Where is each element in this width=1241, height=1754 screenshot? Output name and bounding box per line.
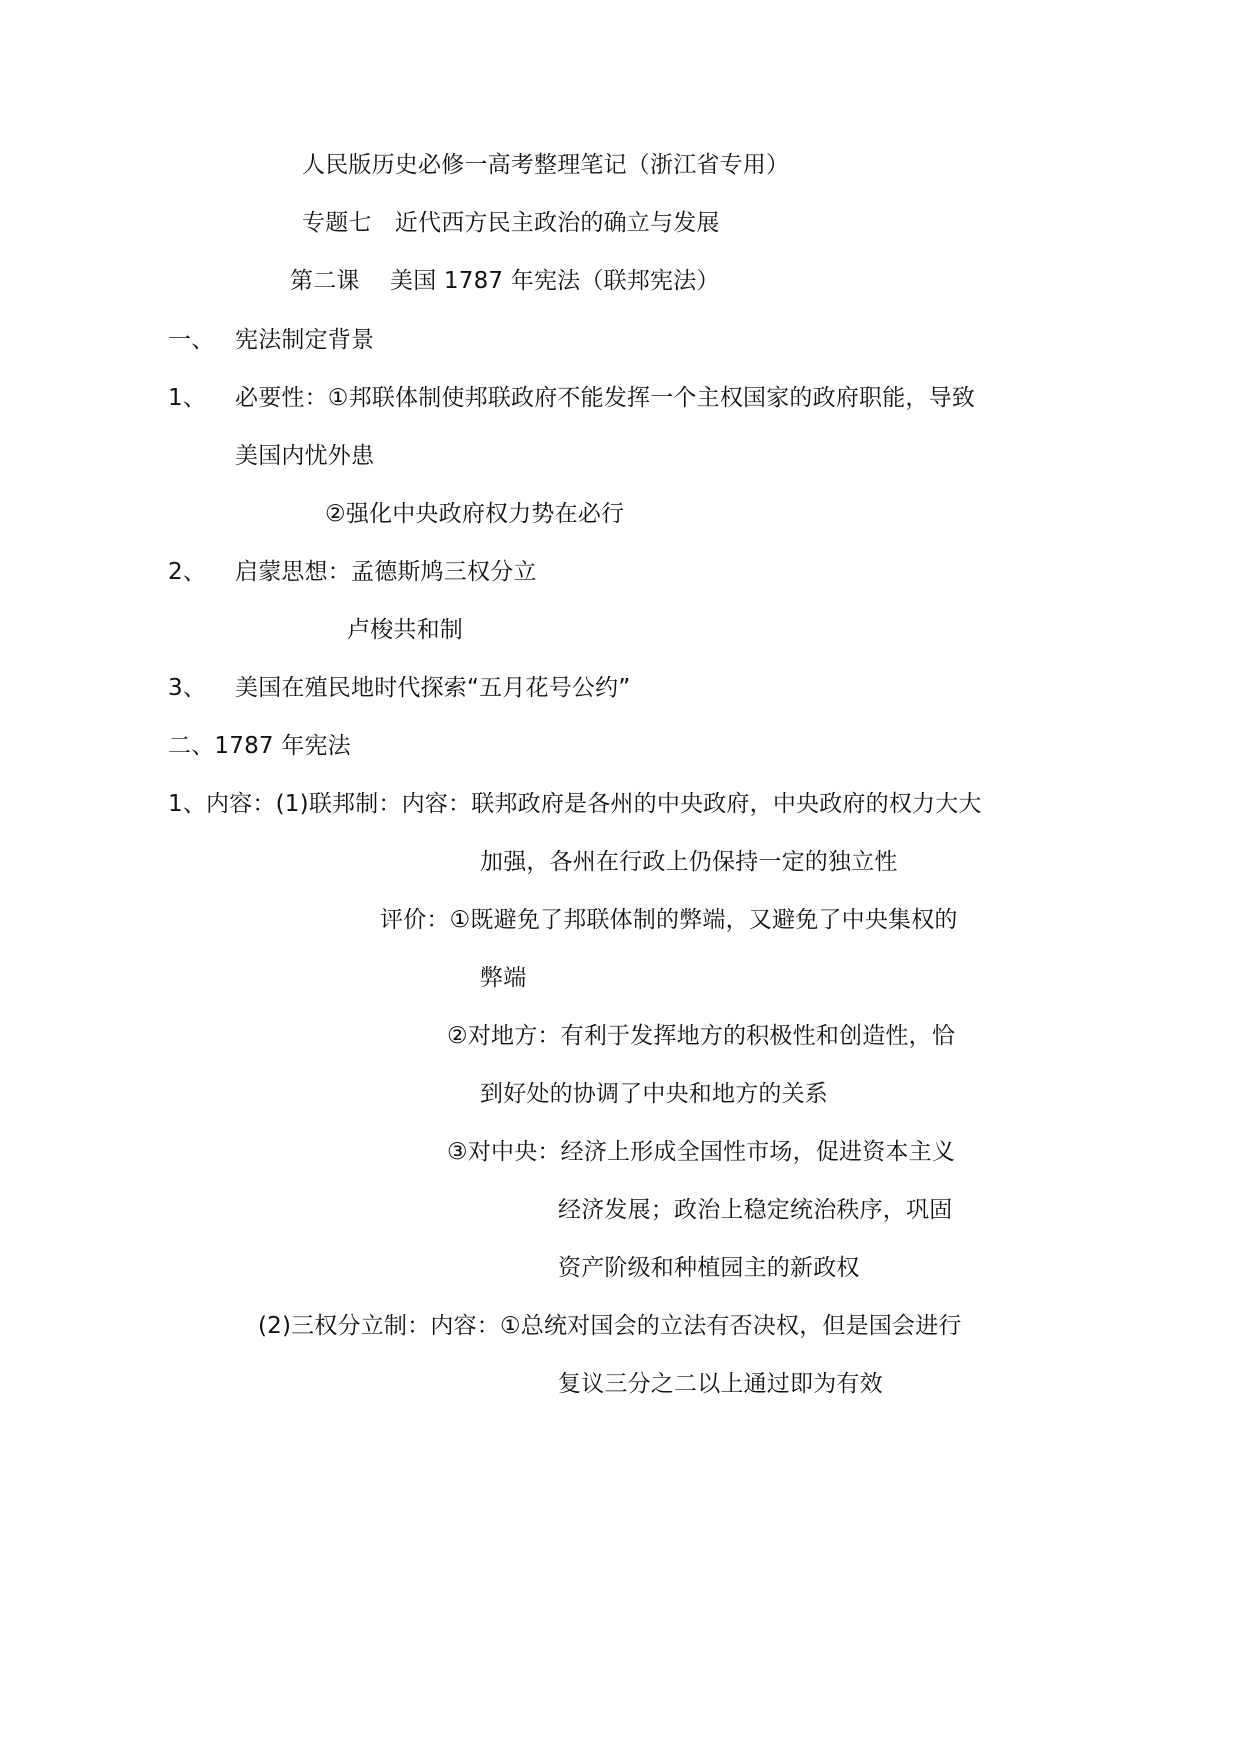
federal-line1: 1、内容：(1)联邦制：内容：联邦政府是各州的中央政府，中央政府的权力大大 (168, 791, 982, 817)
federal-eval1-line2: 弊端 (480, 965, 527, 991)
separation-line1: (2)三权分立制：内容：①总统对国会的立法有否决权，但是国会进行 (258, 1313, 962, 1339)
section1-marker: 一、 (168, 327, 215, 353)
lesson-label: 第二课 (290, 268, 360, 294)
federal-eval2-line1: ②对地方：有利于发挥地方的积极性和创造性，恰 (447, 1023, 956, 1049)
lesson-title: 美国 1787 年宪法（联邦宪法） (390, 268, 720, 294)
federal-eval1-line1: 评价：①既避免了邦联体制的弊端，又避免了中央集权的 (380, 907, 958, 933)
item2-line1: 启蒙思想：孟德斯鸠三权分立 (235, 559, 537, 585)
federal-eval3-line2: 经济发展；政治上稳定统治秩序，巩固 (558, 1197, 953, 1223)
item1-line2: 美国内忧外患 (235, 443, 375, 469)
federal-line2: 加强，各州在行政上仍保持一定的独立性 (480, 849, 898, 875)
section2-heading: 二、1787 年宪法 (168, 733, 351, 759)
item1-marker: 1、 (168, 385, 207, 411)
topic-heading: 专题七 近代西方民主政治的确立与发展 (302, 210, 720, 236)
federal-eval3-line3: 资产阶级和种植园主的新政权 (558, 1255, 860, 1281)
item3-line1: 美国在殖民地时代探索“五月花号公约” (235, 675, 631, 701)
item3-marker: 3、 (168, 675, 207, 701)
item1-line1: 必要性：①邦联体制使邦联政府不能发挥一个主权国家的政府职能，导致 (235, 385, 976, 411)
section1-heading: 宪法制定背景 (235, 327, 375, 353)
document-title: 人民版历史必修一高考整理笔记（浙江省专用） (302, 152, 790, 178)
item2-marker: 2、 (168, 559, 207, 585)
item1-line3: ②强化中央政府权力势在必行 (325, 501, 625, 527)
federal-eval2-line2: 到好处的协调了中央和地方的关系 (480, 1081, 828, 1107)
federal-eval3-line1: ③对中央：经济上形成全国性市场，促进资本主义 (447, 1139, 956, 1165)
item2-line2: 卢梭共和制 (347, 617, 463, 643)
separation-line2: 复议三分之二以上通过即为有效 (558, 1371, 883, 1397)
